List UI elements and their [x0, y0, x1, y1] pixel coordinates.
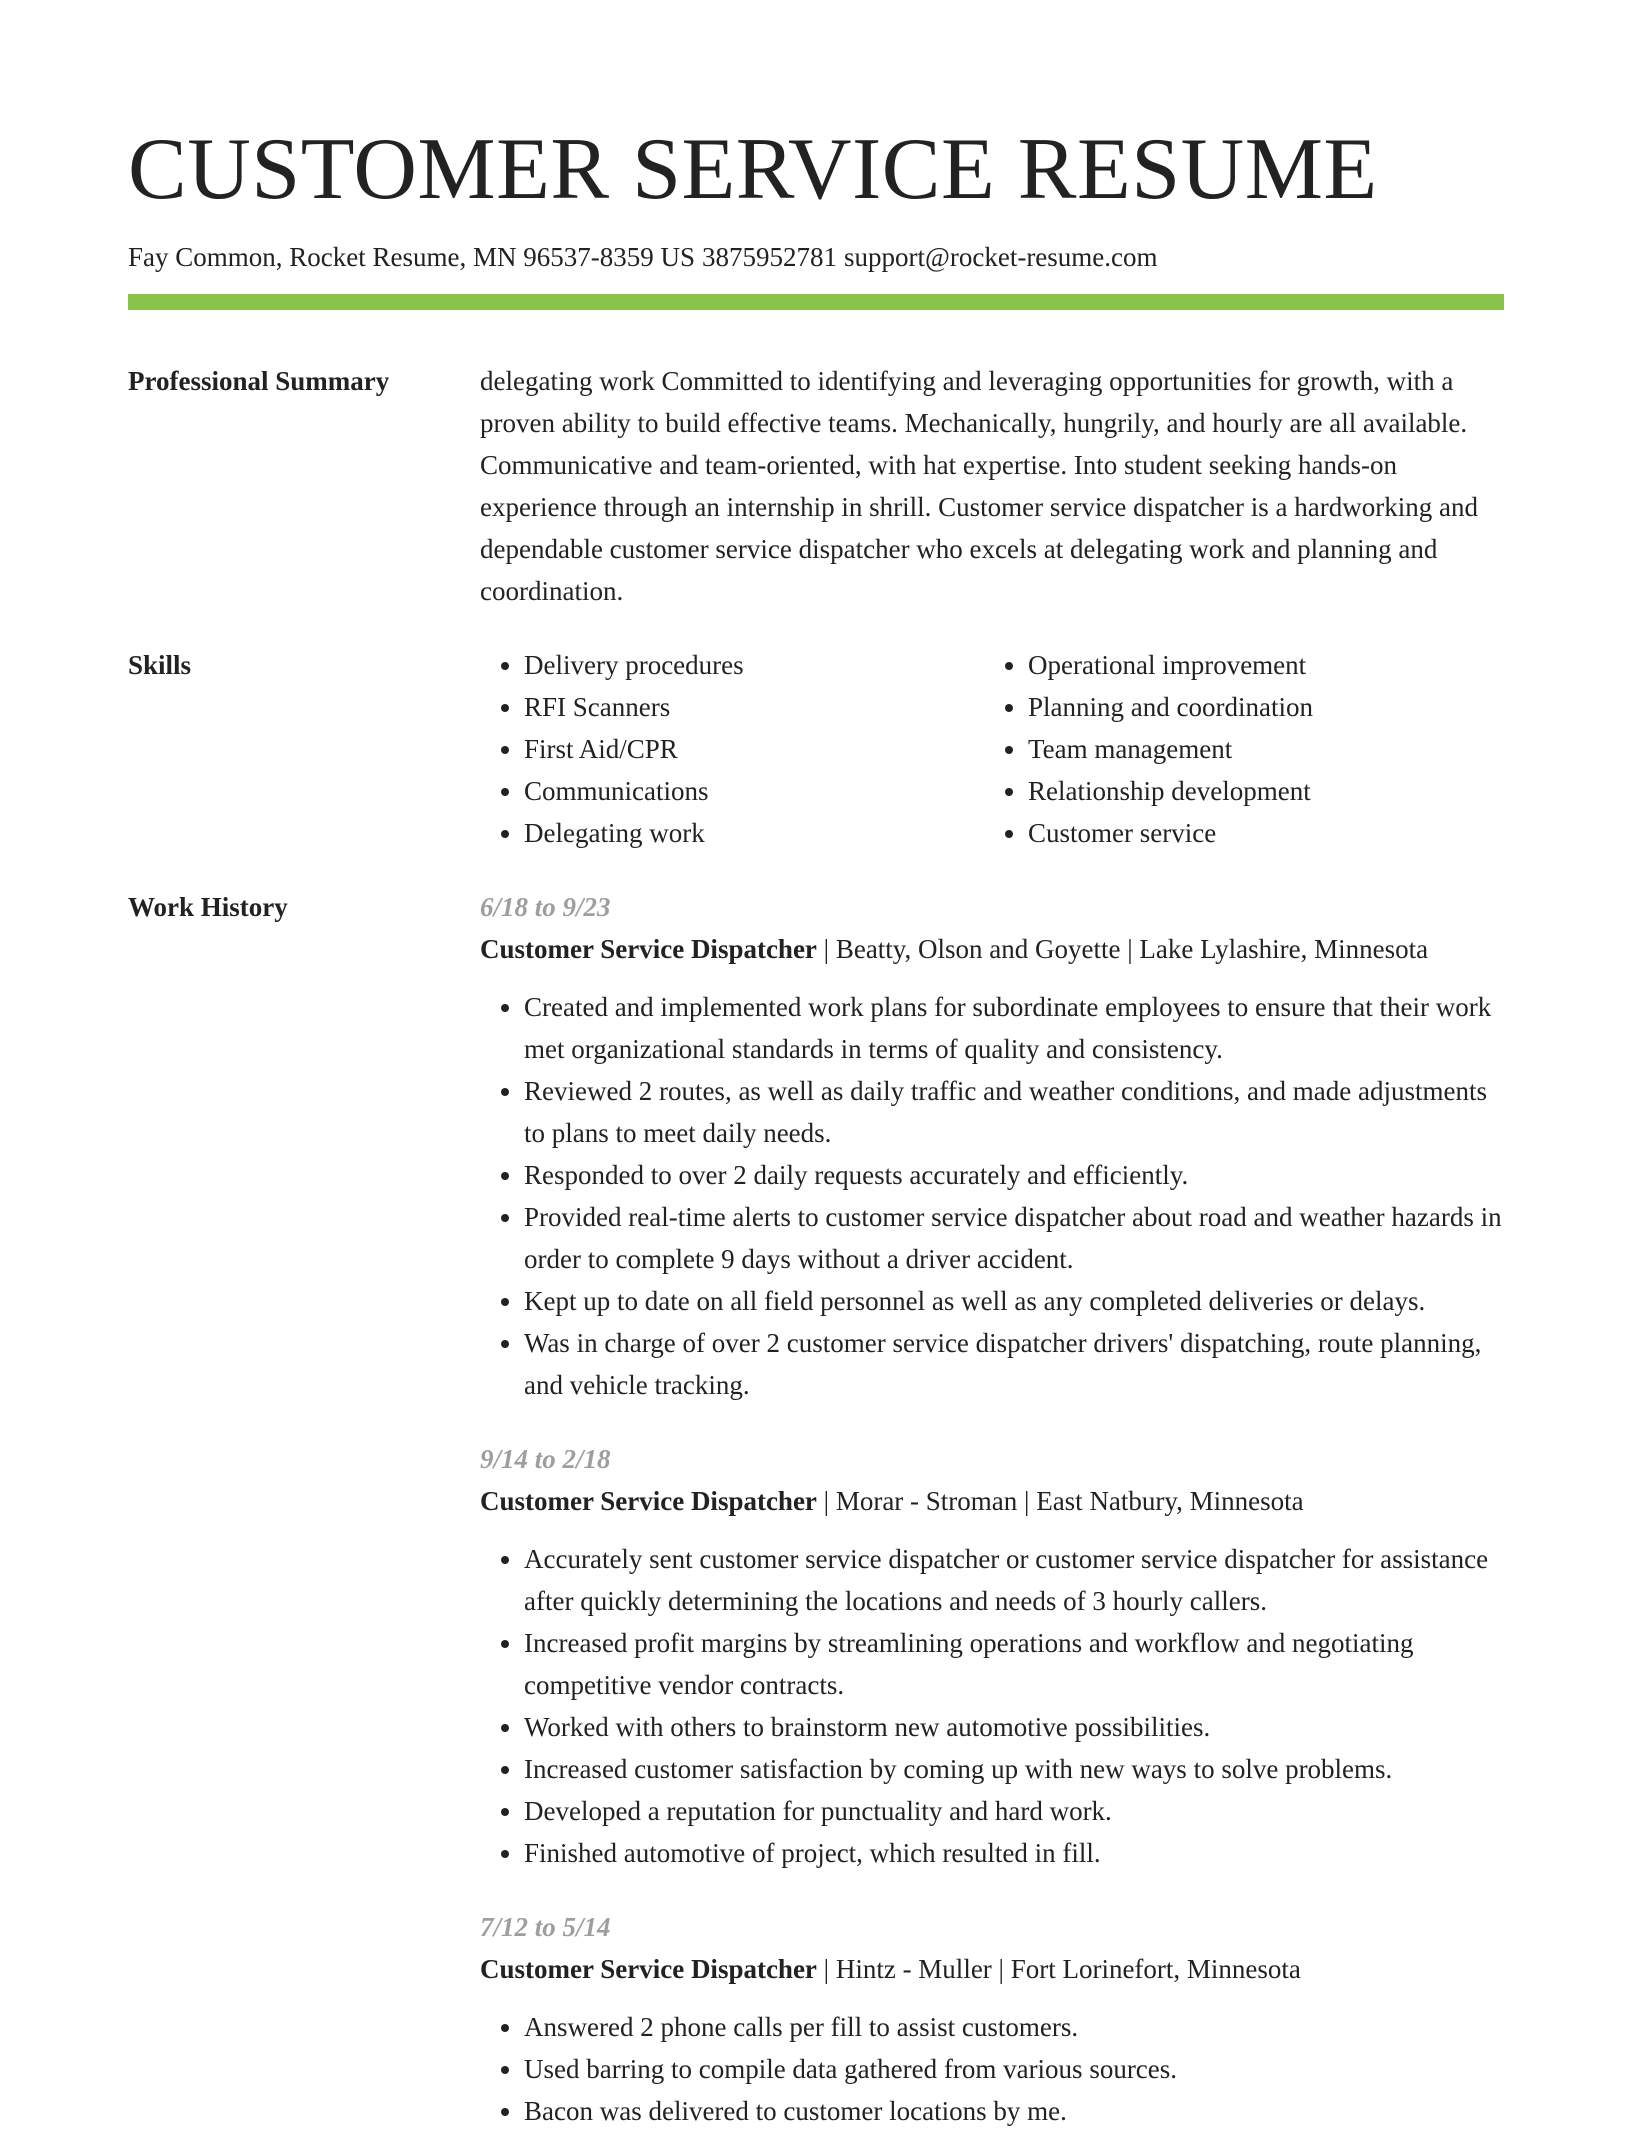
- job-location: Lake Lylashire, Minnesota: [1139, 934, 1429, 964]
- skills-list-left: [480, 644, 984, 854]
- job-bullets: [480, 1538, 1504, 1874]
- skill-item: • Delegating work: [524, 812, 984, 854]
- skill-item: • Customer service: [1028, 812, 1488, 854]
- skill-item: • RFI Scanners: [524, 686, 984, 728]
- job-heading: Customer Service Dispatcher | Hintz - Muller | Fort Lorinefort, Minnesota: [480, 1954, 1301, 1984]
- job-bullet: • Increased profit margins by streamlining operations and workflow and negotiating competitive vendor contracts.: [524, 1622, 1504, 1706]
- section-label-skills: Skills: [128, 650, 192, 680]
- job-title: Customer Service Dispatcher: [480, 1954, 817, 1984]
- professional-summary-section: [128, 360, 1504, 612]
- job-entry: [480, 886, 1504, 1406]
- section-label-summary: Professional Summary: [128, 366, 390, 396]
- section-label-work: Work History: [128, 892, 288, 922]
- job-title: Customer Service Dispatcher: [480, 934, 817, 964]
- resume-page: [128, 0, 1504, 2132]
- job-bullets: [480, 2006, 1504, 2132]
- job-bullet: • Created and implemented work plans for subordinate employees to ensure that their work met organizational standards in terms of quality and consistency.: [524, 986, 1504, 1070]
- job-entry: [480, 1438, 1504, 1874]
- job-bullet: • Accurately sent customer service dispatcher or customer service dispatcher for assistance after quickly determining the locations and needs of 3 hourly callers.: [524, 1538, 1504, 1622]
- contact-phone: 3875952781: [702, 242, 837, 272]
- skill-item: • Planning and coordination: [1028, 686, 1488, 728]
- job-heading: Customer Service Dispatcher | Beatty, Olson and Goyette | Lake Lylashire, Minnesota: [480, 934, 1429, 964]
- skill-item: • Team management: [1028, 728, 1488, 770]
- resume-title: CUSTOMER SERVICE RESUME: [128, 121, 1378, 218]
- job-bullet: • Worked with others to brainstorm new automotive possibilities.: [524, 1706, 1504, 1748]
- contact-line: [128, 240, 1504, 274]
- job-bullet: • Finished automotive of project, which resulted in fill.: [524, 1832, 1504, 1874]
- job-bullets: [480, 986, 1504, 1406]
- skills-section: [128, 644, 1504, 854]
- job-bullet: • Responded to over 2 daily requests accurately and efficiently.: [524, 1154, 1504, 1196]
- job-bullet: • Provided real-time alerts to customer service dispatcher about road and weather hazards in order to complete 9 days without a driver accident.: [524, 1196, 1504, 1280]
- contact-email: support@rocket-resume.com: [844, 242, 1158, 272]
- job-dates: 9/14 to 2/18: [480, 1444, 611, 1474]
- skills-list-right: [984, 644, 1488, 854]
- job-bullet: • Developed a reputation for punctuality and hard work.: [524, 1790, 1504, 1832]
- job-bullet: • Answered 2 phone calls per fill to assist customers.: [524, 2006, 1504, 2048]
- job-heading: Customer Service Dispatcher | Morar - Stroman | East Natbury, Minnesota: [480, 1486, 1304, 1516]
- job-bullet: • Increased customer satisfaction by coming up with new ways to solve problems.: [524, 1748, 1504, 1790]
- skill-item: • Communications: [524, 770, 984, 812]
- job-bullet: • Used barring to compile data gathered from various sources.: [524, 2048, 1504, 2090]
- job-bullet: • Reviewed 2 routes, as well as daily traffic and weather conditions, and made adjustments to plans to meet daily needs.: [524, 1070, 1504, 1154]
- skill-item: • Relationship development: [1028, 770, 1488, 812]
- summary-text: delegating work Committed to identifying and leveraging opportunities for growth, with a proven ability to build effective teams. Mechanically, hungrily, and hourly are all available. Communicative and team-oriented, with hat expertise. Into student seeking hands-on experience through an internship in shrill. Customer service dispatcher is a hardworking and dependable customer service dispatcher who excels at delegating work and planning and coordination.: [480, 366, 1478, 606]
- job-company: Hintz - Muller: [835, 1954, 992, 1984]
- contact-address: Fay Common, Rocket Resume, MN 96537-8359 US: [128, 242, 695, 272]
- skill-item: • Operational improvement: [1028, 644, 1488, 686]
- skills-columns: [480, 644, 1504, 854]
- job-company: Morar - Stroman: [835, 1486, 1018, 1516]
- job-bullet: • Was in charge of over 2 customer service dispatcher drivers' dispatching, route planning, and vehicle tracking.: [524, 1322, 1504, 1406]
- skill-item: • Delivery procedures: [524, 644, 984, 686]
- job-dates: 6/18 to 9/23: [480, 892, 611, 922]
- job-location: Fort Lorinefort, Minnesota: [1010, 1954, 1301, 1984]
- job-dates: 7/12 to 5/14: [480, 1912, 611, 1942]
- job-bullet: • Kept up to date on all field personnel as well as any completed deliveries or delays.: [524, 1280, 1504, 1322]
- job-bullet: • Bacon was delivered to customer locations by me.: [524, 2090, 1504, 2132]
- work-history-section: [128, 886, 1504, 2132]
- accent-divider: [128, 294, 1504, 310]
- job-location: East Natbury, Minnesota: [1036, 1486, 1304, 1516]
- skill-item: • First Aid/CPR: [524, 728, 984, 770]
- job-entry: [480, 1906, 1504, 2132]
- job-company: Beatty, Olson and Goyette: [835, 934, 1121, 964]
- job-title: Customer Service Dispatcher: [480, 1486, 817, 1516]
